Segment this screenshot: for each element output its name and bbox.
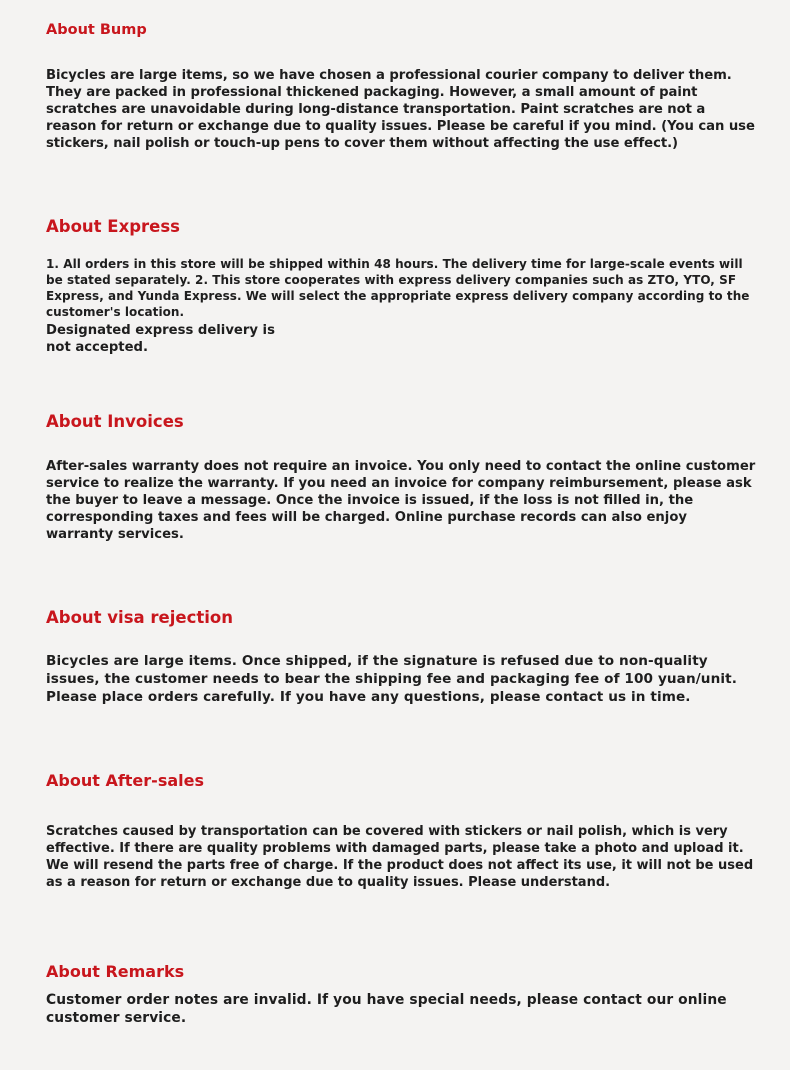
section-title: About visa rejection [46,608,233,627]
section-about-bump [46,22,756,152]
section-about-invoices [46,412,756,543]
section-title: About Invoices [46,412,184,431]
section-body: 1. All orders in this store will be shipped within 48 hours. The delivery time for large-scale events will be stated separately. 2. This store cooperates with express delivery companies such as ZTO, YTO, SF Express, and Yunda Express. We will select the appropriate express delivery company according to the customer's location. [46,256,750,319]
section-body: Bicycles are large items, so we have chosen a professional courier company to deliver them. They are packed in professional thickened packaging. However, a small amount of paint scratches are unavoidable during long-distance transportation. Paint scratches are not a reason for return or exchange due to quality issues. Please be careful if you mind. (You can use stickers, nail polish or touch-up pens to cover them without affecting the use effect.) [46,68,755,152]
section-title: About Remarks [46,962,185,981]
section-body: Bicycles are large items. Once shipped, if the signature is refused due to non-quality issues, the customer needs to bear the shipping fee and packaging fee of 100 yuan/unit. Please place orders carefully. If you have any questions, please contact us in time. [46,652,737,705]
section-body: Scratches caused by transportation can be covered with stickers or nail polish, which is very effective. If there are quality problems with damaged parts, please take a photo and upload it. We will resend the parts free of charge. If the product does not affect its use, it will not be used as a reason for return or exchange due to quality issues. Please understand. [46,824,754,891]
section-about-visa-rejection [46,608,756,706]
section-body: After-sales warranty does not require an invoice. You only need to contact the online customer service to realize the warranty. If you need an invoice for company reimbursement, please ask the buyer to leave a message. Once the invoice is issued, if the loss is not filled in, the corresponding taxes and fees will be charged. Online purchase records can also enjoy warranty services. [46,458,756,542]
section-about-remarks [46,962,756,1027]
section-body: Customer order notes are invalid. If you have special needs, please contact our online customer service. [46,992,727,1027]
section-title: About After-sales [46,771,204,790]
section-about-after-sales [46,771,756,891]
section-about-express [46,217,756,357]
section-note: Designated express delivery is not accepted. [46,322,275,356]
section-title: About Bump [46,22,147,38]
section-title: About Express [46,217,180,236]
